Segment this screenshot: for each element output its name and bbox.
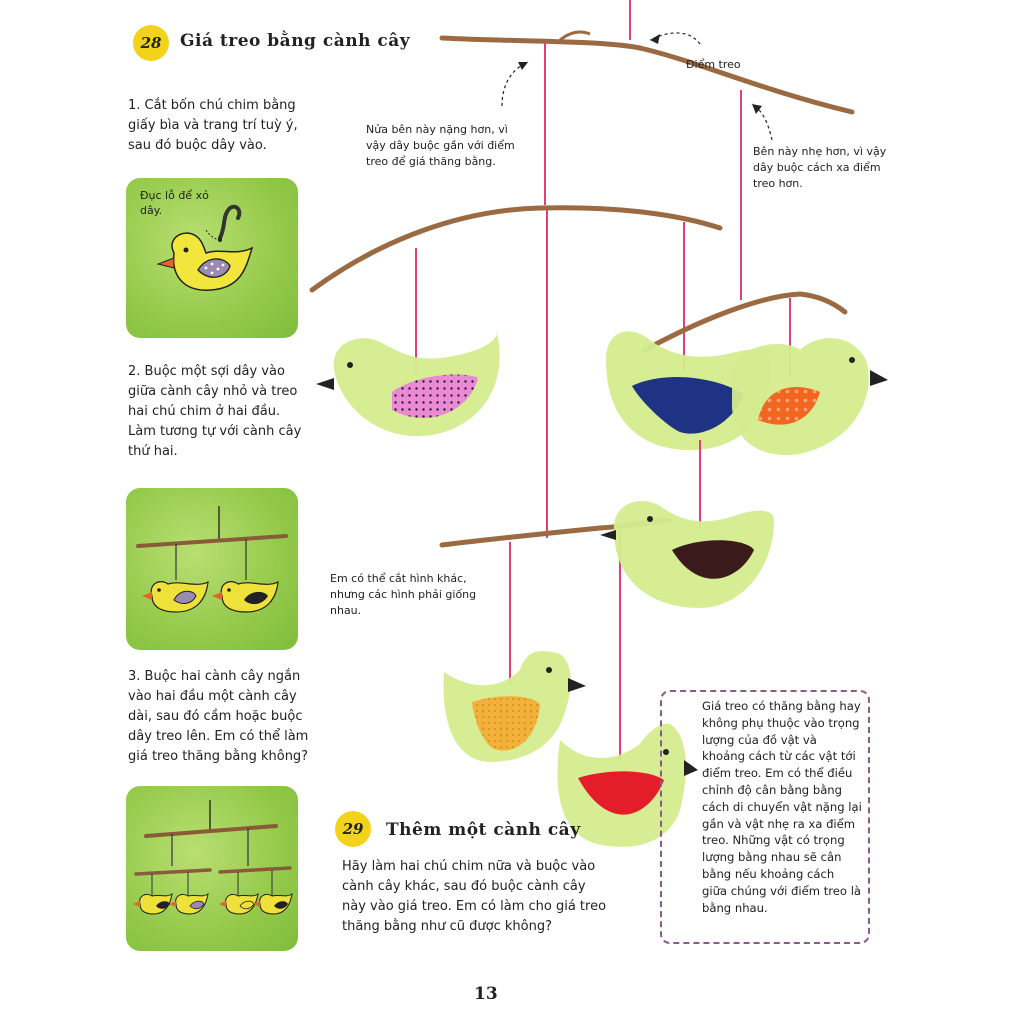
bird-orange-wing	[732, 338, 888, 455]
page-number: 13	[474, 984, 498, 1004]
info-box-text: Giá treo có thăng bằng hay không phụ thuộc vào trọng lượng của đồ vật và khoảng cách từ các vật tới điểm treo. Em có thể điều chỉnh độ cân bằng bằng cách di chuyển vật nặng lại gần và vật nhẹ ra xa điểm treo. Những vật có trọng lượng bằng nhau sẽ cân bằng nếu khoảng cách giữa chúng với điểm treo là bằng nhau.	[702, 699, 862, 915]
note-hang-point: Điểm treo	[686, 58, 741, 71]
step-1-text: 1. Cắt bốn chú chim bằng giấy bìa và trang trí tuỳ ý, sau đó buộc dây vào.	[128, 98, 298, 153]
section-29-title: Thêm một cành cây	[386, 820, 581, 840]
bird-pink-wing	[316, 330, 500, 436]
section-29-badge: 29	[335, 811, 371, 847]
middle-left-twig	[312, 208, 720, 290]
note-heavier-side: Nửa bên này nặng hơn, vì vậy dây buộc gần với điểm treo để giá thăng bằng.	[366, 123, 515, 168]
info-box	[660, 690, 870, 944]
bird-dark-wing	[600, 501, 774, 608]
card-1-label: Đục lỗ để xỏ dây.	[140, 189, 209, 217]
section-29-body: Hãy làm hai chú chim nữa và buộc vào cành cây khác, sau đó buộc cành cây này vào giá treo. Em có làm cho giá treo thăng bằng như cũ được không?	[342, 859, 607, 934]
step-3-text: 3. Buộc hai cành cây ngắn vào hai đầu một cành cây dài, sau đó cầm hoặc buộc dây treo lên. Em có thể làm giá treo thăng bằng không?	[128, 669, 309, 764]
top-twig	[442, 38, 852, 112]
note-lighter-side: Bên này nhẹ hơn, vì vậy dây buộc cách xa điểm treo hơn.	[753, 145, 887, 190]
step-2-text: 2. Buộc một sợi dây vào giữa cành cây nhỏ và treo hai chú chim ở hai đầu. Làm tương tự với cành cây thứ hai.	[128, 364, 302, 459]
top-twig-branch	[560, 32, 590, 40]
note-other-shapes: Em có thể cắt hình khác, nhưng các hình phải giống nhau.	[330, 572, 477, 617]
arrow-heavier	[502, 62, 528, 106]
section-28-badge: 28	[133, 25, 169, 61]
section-28-title: Giá treo bằng cành cây	[180, 31, 411, 51]
